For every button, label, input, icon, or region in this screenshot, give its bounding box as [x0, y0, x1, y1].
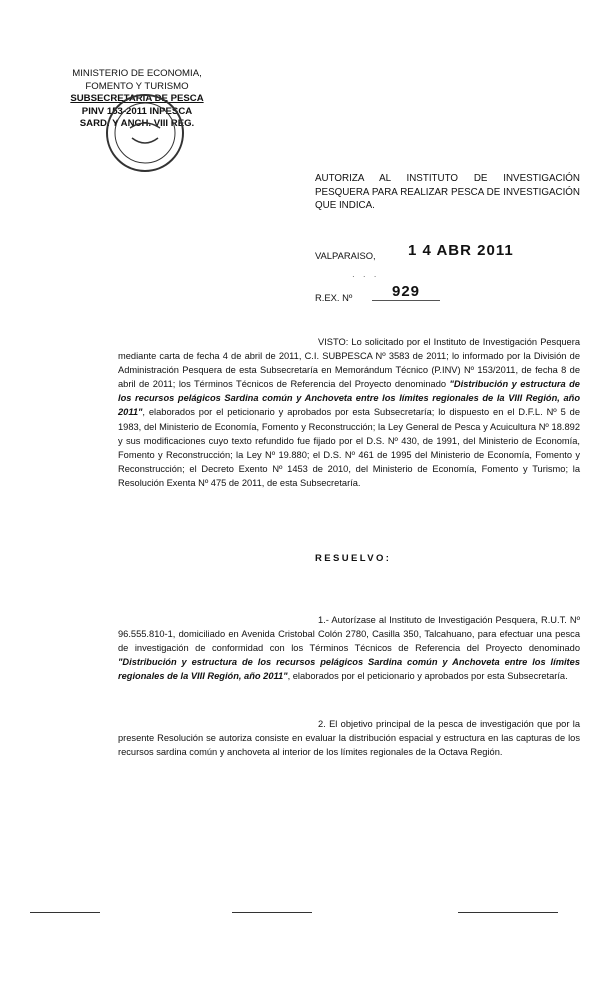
resolution-date-stamp: 1 4 ABR 2011	[408, 242, 514, 259]
rex-label: R.EX. Nº	[315, 292, 353, 303]
rex-number: 929	[372, 283, 440, 301]
header-line-ministry-2: FOMENTO Y TURISMO	[85, 80, 189, 92]
header-line-ministry: MINISTERIO DE ECONOMIA,	[72, 68, 202, 79]
visto-project-title: "Distribución y estructura de los recursos pelágicos Sardina común y Anchoveta entre los límites regionales de la VIII Región, año 2011"	[118, 379, 580, 418]
header-line-subsecretaria: SUBSECRETARIA DE PESCA	[70, 93, 204, 104]
visto-rest: , elaborados por el peticionario y aprobados por esta Subsecretaría; lo dispuesto en el D.F.L. Nº 5 de 1983, del Ministerio de Economía, Fomento y Reconstrucción; la Ley General de Pesca y Acuicultura Nº 18.892 y sus modificaciones cuyo texto refundido fue fijado por el D.S. Nº 430, de 1991, del Ministerio de Economía, Fomento y Reconstrucción; la Ley Nº 19.880; el D.S. Nº 461 de 1995 del Ministerio de Economía, Fomento y Reconstrucción; el Decreto Exento Nº 1453 de 2010, del Ministerio de Economía, Fomento y Turismo; la Resolución Exenta Nº 475 de 2011, de esta Subsecretaría.	[118, 407, 580, 488]
article-1-rest: , elaborados por el peticionario y aprobados por esta Subsecretaría.	[287, 671, 568, 682]
visto-paragraph	[118, 335, 580, 490]
footer-rule-center	[232, 912, 312, 913]
decorative-dots: · · ·	[352, 272, 380, 281]
article-2-text: 2. El objetivo principal de la pesca de investigación que por la presente Resolución se autoriza consiste en evaluar la distribución espacial y estructura en las capturas de los recursos sardina común y anchoveta al interior de los límites regionales de la Octava Región.	[118, 719, 580, 758]
article-2-paragraph	[118, 717, 580, 759]
resolution-subject: AUTORIZA AL INSTITUTO DE INVESTIGACIÓN PESQUERA PARA REALIZAR PESCA DE INVESTIGACIÓN QUE INDICA.	[315, 173, 580, 211]
header-line-resource: SARD. Y ANCH. VIII REG.	[79, 118, 195, 129]
header-line-pinv: PINV 153-2011 INPESCA	[81, 105, 193, 117]
place-label: VALPARAISO,	[315, 250, 376, 261]
article-1-paragraph	[118, 613, 580, 683]
article-1-project-title: "Distribución y estructura de los recursos pelágicos Sardina común y Anchoveta entre los límites regionales de la VIII Región, año 2011"	[118, 657, 580, 682]
visto-lead: VISTO: Lo solicitado por el Instituto de Investigación Pesquera mediante carta de fecha 4 de abril de 2011, C.I. SUBPESCA Nº 3583 de 2011; lo informado por la División de Administración Pesquera de esta Subsecretaría en Memorándum Técnico (P.INV) Nº 153/2011, de fecha 8 de abril de 2011; los Términos Técnicos de Referencia del Proyecto denominado	[118, 337, 580, 390]
article-1-lead: 1.- Autorízase al Instituto de Investigación Pesquera, R.U.T. Nº 96.555.810-1, domiciliado en Avenida Cristobal Colón 2780, Casilla 350, Talcahuano, para efectuar una pesca de investigación de conformidad con los Términos Técnicos de Referencia del Proyecto denominado	[118, 615, 580, 654]
footer-rule-left	[30, 912, 100, 913]
resuelvo-heading: RESUELVO:	[315, 553, 392, 564]
official-seal-stamp	[100, 88, 190, 178]
footer-rule-right	[458, 912, 558, 913]
